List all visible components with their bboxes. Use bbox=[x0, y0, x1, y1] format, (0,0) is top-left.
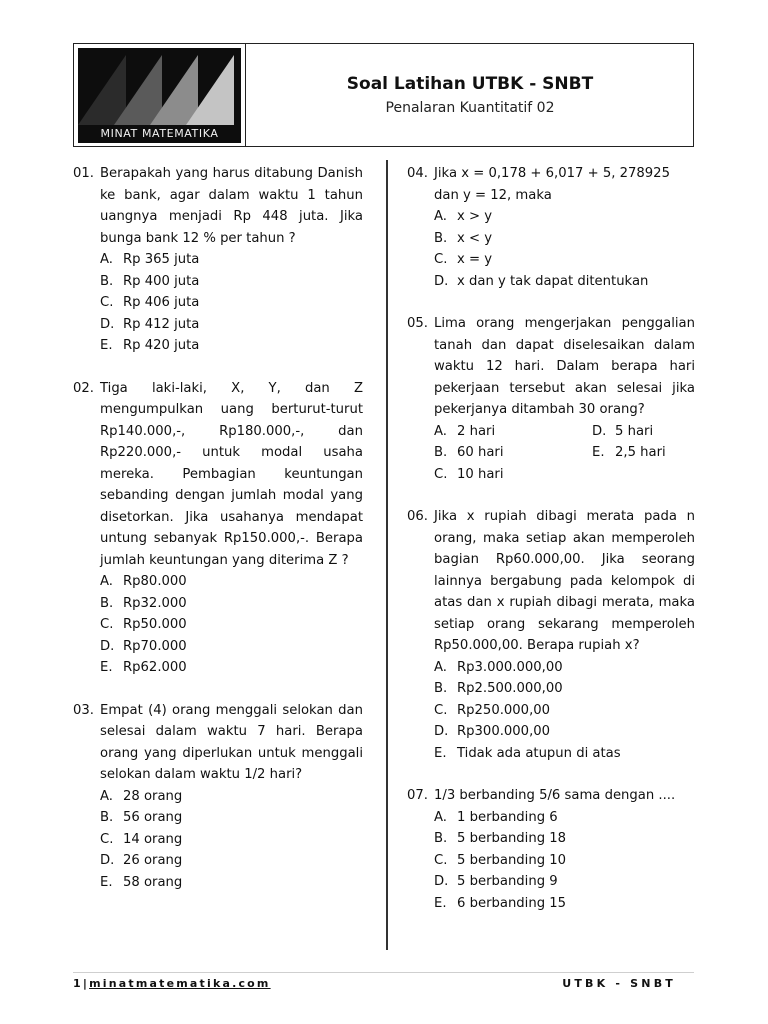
footer-rule bbox=[73, 972, 694, 973]
logo bbox=[78, 48, 241, 143]
option-a: A. 2 hari bbox=[434, 423, 496, 439]
option-e: E. Rp 420 juta bbox=[100, 338, 200, 353]
answer-options bbox=[434, 657, 695, 765]
footer-separator: | bbox=[82, 977, 90, 990]
answer-options bbox=[100, 249, 363, 357]
option-b: B. 56 orang bbox=[100, 810, 183, 825]
website-link[interactable]: minatmatematika.com bbox=[89, 977, 271, 990]
answer-options bbox=[434, 206, 695, 292]
option-d: D. x dan y tak dapat ditentukan bbox=[434, 273, 649, 289]
option-c: C. 5 berbanding 10 bbox=[434, 852, 567, 868]
option-d: D. Rp 412 juta bbox=[100, 316, 200, 332]
question-05 bbox=[407, 313, 695, 485]
question-06 bbox=[407, 506, 695, 764]
option-e: E. 58 orang bbox=[100, 874, 183, 890]
option-a: A. Rp80.000 bbox=[100, 574, 187, 589]
option-b: B. Rp 400 juta bbox=[100, 273, 200, 289]
question-03 bbox=[73, 700, 363, 894]
question-number: 04. bbox=[407, 166, 428, 181]
document-subtitle: Penalaran Kuantitatif 02 bbox=[385, 100, 555, 116]
question-04 bbox=[407, 163, 695, 292]
option-d: D. 5 berbanding 9 bbox=[434, 874, 558, 889]
option-a: A. 1 berbanding 6 bbox=[434, 809, 558, 825]
answer-options bbox=[100, 786, 363, 894]
option-b: B. Rp32.000 bbox=[100, 595, 187, 611]
question-number: 05. bbox=[407, 316, 428, 331]
question-text: Empat (4) orang menggali selokan dan selesai dalam waktu 7 hari. Berapa orang yang diperlukan untuk menggali selokan dalam waktu 1/2 hari? bbox=[100, 702, 363, 782]
header-divider bbox=[245, 43, 246, 147]
question-number: 01. bbox=[73, 166, 94, 181]
option-c: C. 10 hari bbox=[434, 466, 504, 482]
option-d: D. 5 hari bbox=[592, 423, 654, 439]
footer-page-info bbox=[73, 976, 271, 992]
option-e: E. 6 berbanding 15 bbox=[434, 895, 567, 911]
page-number: 1 bbox=[73, 977, 83, 990]
option-d: D. 26 orang bbox=[100, 853, 183, 868]
question-07 bbox=[407, 785, 695, 914]
question-number: 07. bbox=[407, 788, 428, 803]
option-b: B. x < y bbox=[434, 230, 493, 246]
logo-text: MINAT MATEMATIKA bbox=[100, 127, 219, 140]
answer-options bbox=[434, 807, 695, 915]
option-d: D. Rp300.000,00 bbox=[434, 724, 551, 739]
question-text: Berapakah yang harus ditabung Danish ke bank, agar dalam waktu 1 tahun uangnya menjadi Rp 448 juta. Jika bunga bank 12 % per tahun ? bbox=[100, 166, 363, 246]
question-text: Lima orang mengerjakan penggalian tanah dan dapat diselesaikan dalam waktu 12 hari. Dalam berapa hari pekerjaan tersebut akan selesai jika pekerjanya ditambah 30 orang? bbox=[434, 316, 695, 417]
option-c: C. 14 orang bbox=[100, 831, 183, 847]
option-c: C. Rp250.000,00 bbox=[434, 702, 551, 718]
option-a: A. x > y bbox=[434, 209, 493, 224]
column-divider bbox=[386, 160, 388, 950]
option-d: D. Rp70.000 bbox=[100, 638, 187, 654]
option-e: E. Tidak ada atupun di atas bbox=[434, 745, 621, 761]
question-text: Tiga laki-laki, X, Y, dan Z mengumpulkan uang berturut-turut Rp140.000,-, Rp180.000,-, dan Rp220.000,- untuk modal usaha mereka. Pembagian keuntungan sebanding dengan jumlah modal yang disetorkan. Jika usahanya mendapat untung sebanyak Rp150.000,-. Berapa jumlah keuntungan yang diterima Z ? bbox=[100, 380, 363, 568]
left-column bbox=[73, 163, 363, 893]
question-number: 03. bbox=[73, 702, 94, 718]
answer-options bbox=[434, 421, 695, 486]
option-c: C. x = y bbox=[434, 252, 493, 267]
option-c: C. Rp50.000 bbox=[100, 617, 187, 632]
question-number: 06. bbox=[407, 509, 428, 524]
option-e: E. 2,5 hari bbox=[592, 445, 666, 460]
option-a: A. 28 orang bbox=[100, 788, 183, 804]
option-e: E. Rp62.000 bbox=[100, 660, 187, 675]
right-column bbox=[407, 163, 695, 914]
question-text: Jika x rupiah dibagi merata pada n orang, maka setiap akan memperoleh bagian Rp60.000,00. Jika seorang lainnya bergabung pada kelompok di atas dan x rupiah dibagi merata, maka setiap orang sekarang memperoleh Rp50.000,00. Berapa rupiah x? bbox=[434, 509, 695, 653]
question-02 bbox=[73, 378, 363, 679]
question-number: 02. bbox=[73, 380, 94, 396]
document-title: Soal Latihan UTBK - SNBT bbox=[346, 74, 594, 94]
option-a: A. Rp 365 juta bbox=[100, 252, 200, 267]
option-b: B. 60 hari bbox=[434, 445, 504, 460]
option-b: B. 5 berbanding 18 bbox=[434, 831, 567, 846]
option-b: B. Rp2.500.000,00 bbox=[434, 681, 563, 696]
question-text: 1/3 berbanding 5/6 sama dengan .... bbox=[434, 788, 676, 803]
option-c: C. Rp 406 juta bbox=[100, 295, 200, 310]
footer-exam-label: UTBK - SNBT bbox=[562, 977, 676, 990]
answer-options bbox=[100, 571, 363, 679]
question-text: Jika x = 0,178 + 6,017 + 5, 278925 dan y = 12, maka bbox=[434, 166, 670, 203]
question-01 bbox=[73, 163, 363, 357]
option-a: A. Rp3.000.000,00 bbox=[434, 659, 563, 675]
